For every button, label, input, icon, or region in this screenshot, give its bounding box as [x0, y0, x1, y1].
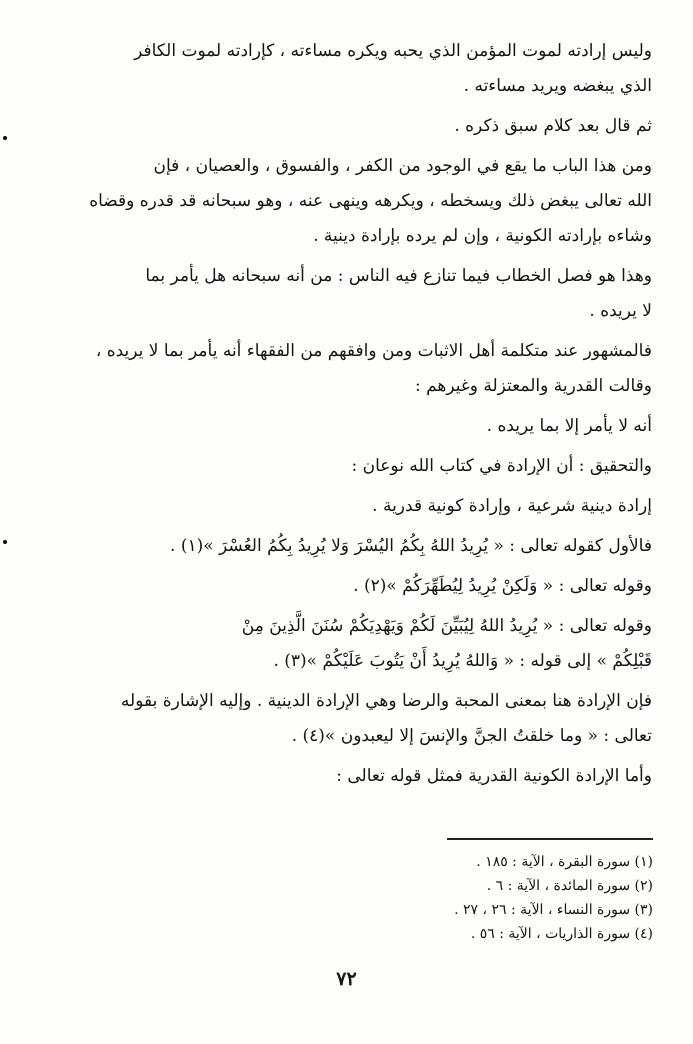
paragraph-7	[40, 449, 652, 484]
text-line: أنه لا يأمر إلا بما يريده .	[486, 416, 652, 436]
text-line: وقالت القدرية والمعتزلة وغيرهم :	[414, 376, 652, 396]
text-line: إرادة دينية شرعية ، وإرادة كونية قدرية .	[372, 496, 652, 516]
text-line: الله تعالى يبغض ذلك ويسخطه ، ويكرهه وينهى عنه ، وهو سبحانه قد قدره وقضاه	[89, 191, 652, 211]
text-line: وليس إرادته لموت المؤمن الذي يحبه ويكره مساءته ، كإرادته لموت الكافر	[134, 41, 652, 61]
footnotes	[253, 850, 653, 946]
paragraph-13	[40, 759, 652, 794]
text-line: وهذا هو فصل الخطاب فيما تنازع فيه الناس : من أنه سبحانه هل يأمر بما	[145, 266, 652, 286]
main-text	[40, 34, 652, 799]
paragraph-5	[40, 334, 652, 404]
page-number: ٧٢	[336, 968, 357, 990]
paragraph-9	[40, 529, 652, 564]
text-line: الذي يبغضه ويريد مساءته .	[463, 76, 652, 96]
text-line: فإن الإرادة هنا بمعنى المحبة والرضا وهي الإرادة الدينية . وإليه الإشارة بقوله	[120, 691, 652, 711]
text-line: ثم قال بعد كلام سبق ذكره .	[454, 116, 652, 136]
text-line: وأما الإرادة الكونية القدرية فمثل قوله تعالى :	[336, 766, 652, 786]
paragraph-10	[40, 569, 652, 604]
paragraph-2	[40, 109, 652, 144]
paragraph-1	[40, 34, 652, 104]
footnote-3: (٣) سورة النساء ، الآية : ٢٦ ، ٢٧ .	[454, 902, 653, 918]
footnote-1: (١) سورة البقرة ، الآية : ١٨٥ .	[476, 854, 653, 870]
text-line: ومن هذا الباب ما يقع في الوجود من الكفر ، والفسوق ، والعصيان ، فإن	[153, 156, 652, 176]
margin-dot	[3, 540, 7, 544]
text-line: لا يريده .	[589, 301, 652, 321]
margin-dot	[3, 136, 7, 140]
paragraph-3	[40, 149, 652, 254]
paragraph-4	[40, 259, 652, 329]
paragraph-12	[40, 684, 652, 754]
text-line: فالأول كقوله تعالى : « يُرِيدُ اللهُ بِكُمُ اليُسْرَ وَلا يُرِيدُ بِكُمُ العُسْرَ »(١) .	[170, 536, 652, 556]
text-line: قَبْلِكُمْ » إلى قوله : « وَاللهُ يُرِيدُ أَنْ يَتُوبَ عَلَيْكُمْ »(٣) .	[273, 651, 652, 671]
paragraph-6	[40, 409, 652, 444]
text-line: فالمشهور عند متكلمة أهل الاثبات ومن وافقهم من الفقهاء أنه يأمر بما لا يريده ،	[95, 341, 652, 361]
paragraph-8	[40, 489, 652, 524]
text-line: وقوله تعالى : « وَلَكِنْ يُرِيدُ لِيُطَهِّرَكُمْ »(٢) .	[353, 576, 652, 596]
footnote-2: (٢) سورة المائدة ، الآية : ٦ .	[486, 878, 653, 894]
paragraph-11	[40, 609, 652, 679]
text-line: والتحقيق : أن الإرادة في كتاب الله نوعان :	[351, 456, 652, 476]
text-line: وقوله تعالى : « يُرِيدُ اللهُ لِيُبَيِّنَ لَكُمْ وَيَهْدِيَكُمْ سُنَنَ الَّذِينَ مِنْ	[241, 616, 652, 636]
footnote-divider	[447, 838, 653, 840]
text-line: وشاءه بإرادته الكونية ، وإن لم يرده بإرادة دينية .	[313, 226, 652, 246]
footnote-4: (٤) سورة الذاريات ، الآية : ٥٦ .	[470, 926, 653, 942]
text-line: تعالى : « وما خلقتُ الجنَّ والإنسَ إلا ليعبدون »(٤) .	[291, 726, 652, 746]
